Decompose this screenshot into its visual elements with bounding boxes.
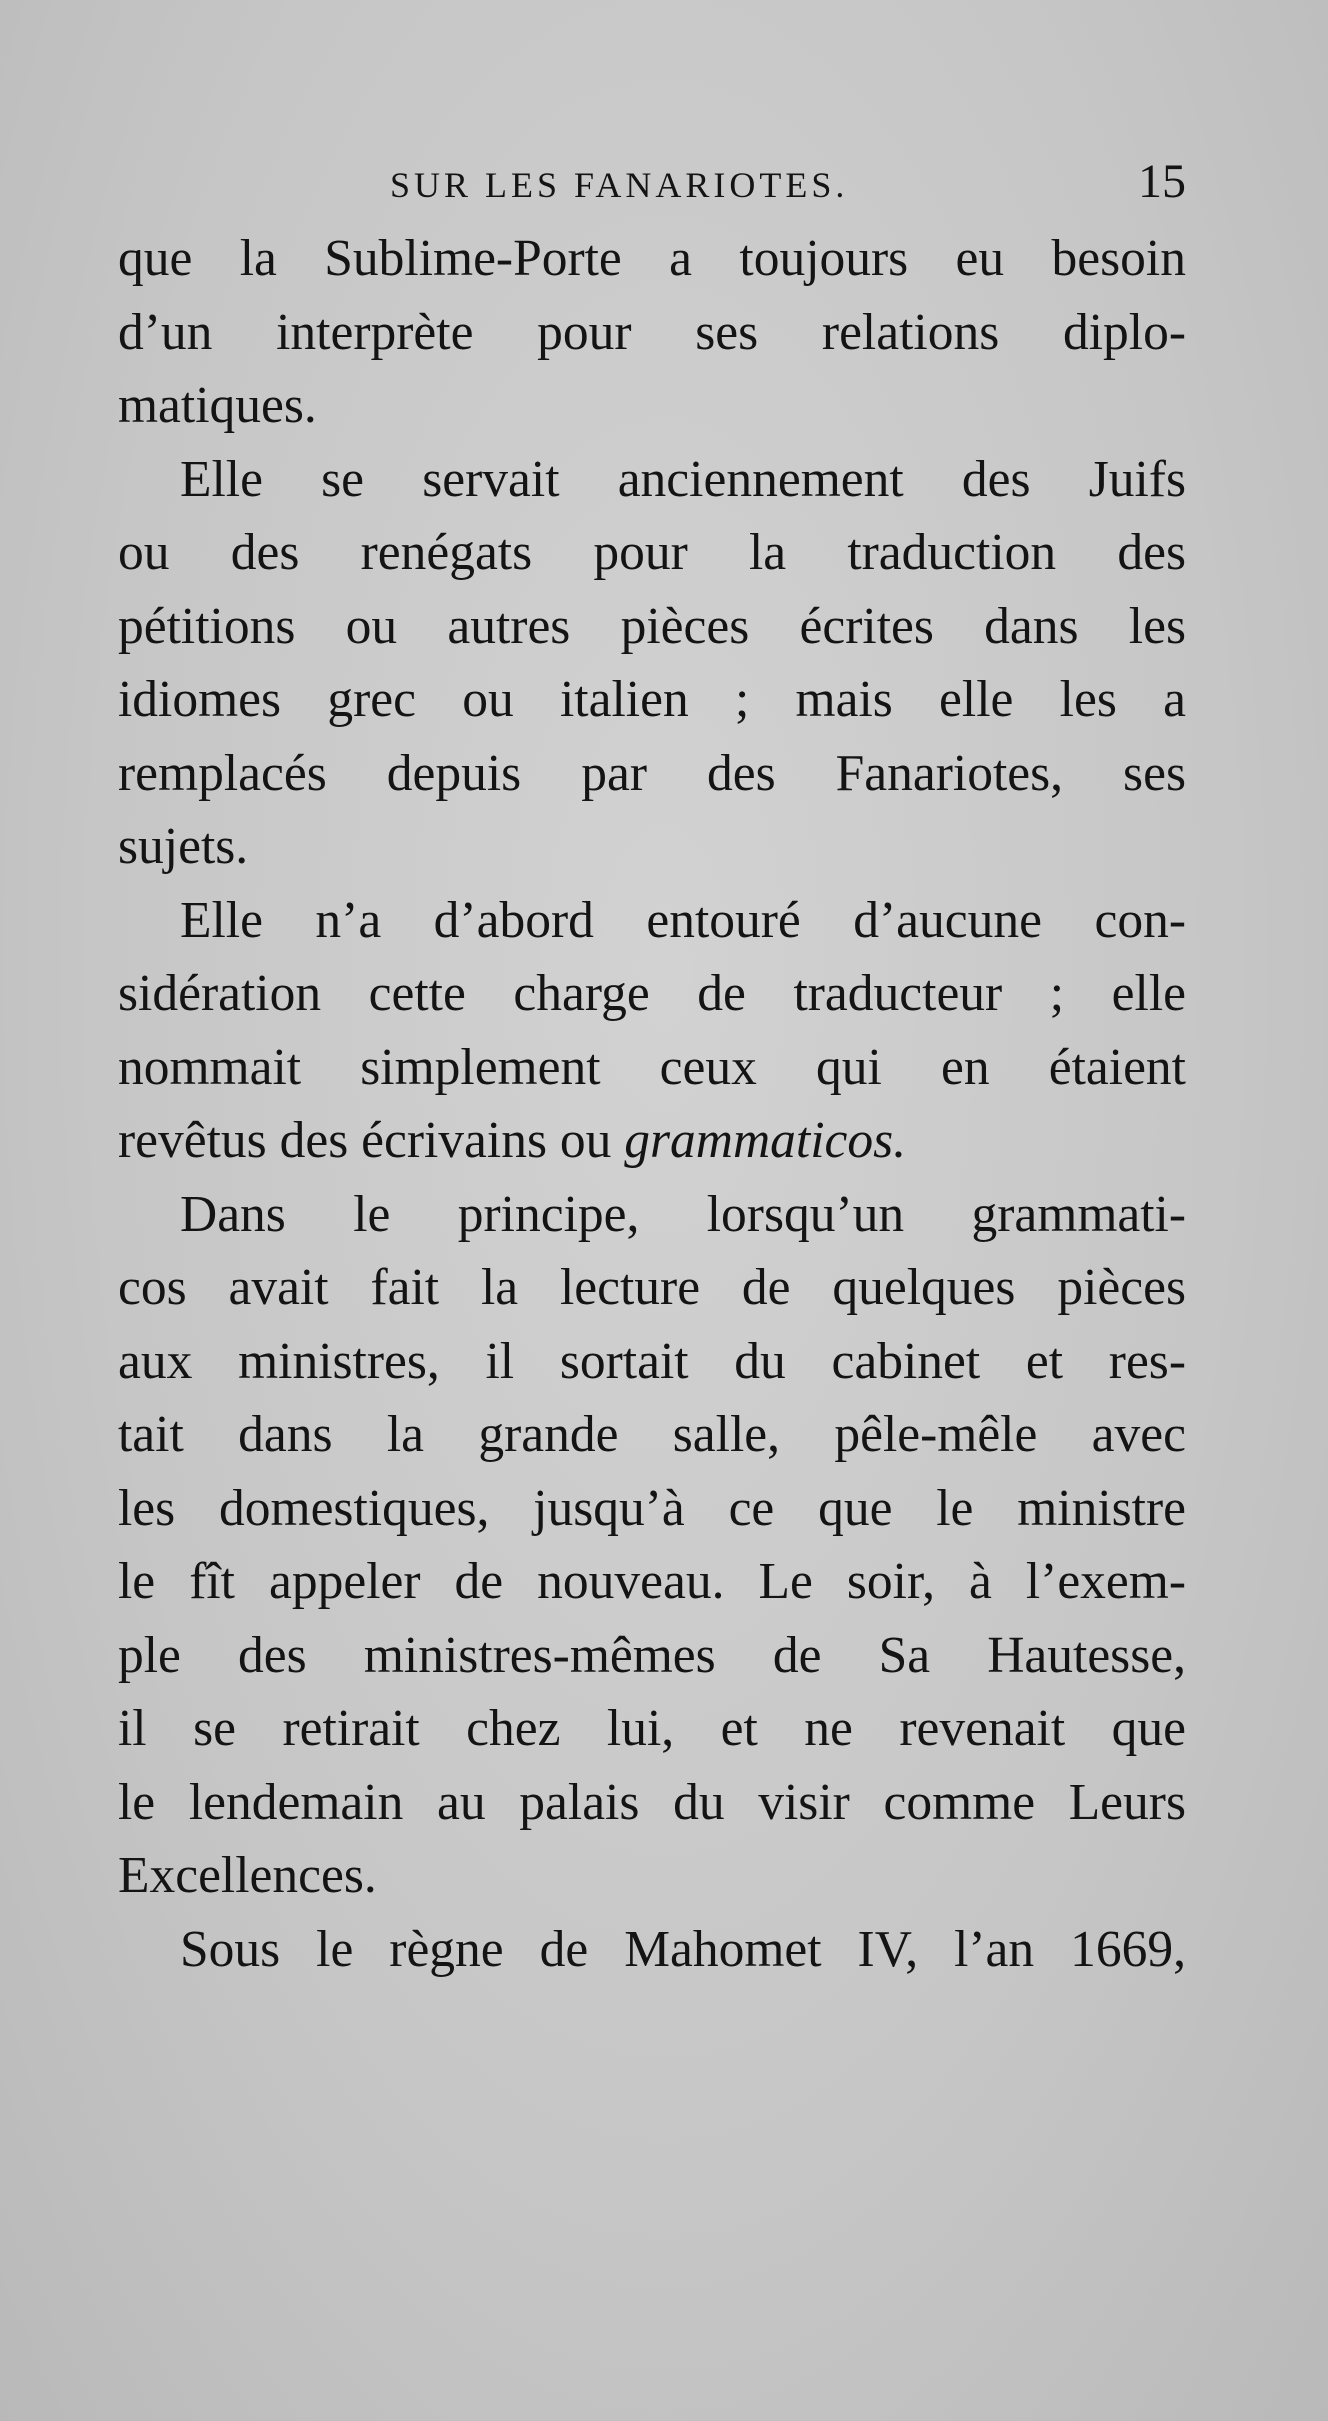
italic-term: grammaticos. [624,1112,907,1169]
running-title: SUR LES FANARIOTES. [390,165,849,205]
text-line: nommait simplement ceux qui en étaient [118,1038,1186,1096]
text-line: d’un interprète pour ses relations diplo- [118,303,1186,361]
text-line: ple des ministres-mêmes de Sa Hautesse, [118,1626,1186,1684]
text-line: que la Sublime-Porte a toujours eu besoin [118,230,1186,287]
text-line: le lendemain au palais du visir comme Leurs [118,1773,1186,1831]
text-line: sidération cette charge de traducteur ; elle [118,965,1186,1022]
text-line: Dans le principe, lorsqu’un grammati- [180,1185,1186,1243]
text-line-prefix: revêtus des écrivains ou [118,1112,625,1169]
text-line [118,1104,1186,1178]
text-line: Sous le règne de Mahomet IV, l’an 1669, [180,1920,1186,1978]
text-line: Elle se servait anciennement des Juifs [180,450,1186,508]
text-line: aux ministres, il sortait du cabinet et res- [118,1332,1186,1390]
running-head [118,155,1186,210]
text-line: cos avait fait la lecture de quelques pièces [118,1259,1186,1316]
text-line: remplacés depuis par des Fanariotes, ses [118,744,1186,802]
text-line: le fît appeler de nouveau. Le soir, à l’exem- [118,1553,1186,1610]
text-line: tait dans la grande salle, pêle-mêle avec [118,1406,1186,1463]
text-line: Elle n’a d’abord entouré d’aucune con- [180,891,1186,949]
text-line: ou des renégats pour la traduction des [118,524,1186,581]
page-number: 15 [1138,155,1186,208]
body-text [118,222,1186,1986]
text-line: sujets. [118,818,249,875]
text-line: Excellences. [118,1847,377,1904]
text-line: il se retirait chez lui, et ne revenait que [118,1700,1186,1757]
text-line: matiques. [118,377,317,434]
text-line: pétitions ou autres pièces écrites dans les [118,597,1186,655]
text-line: idiomes grec ou italien ; mais elle les a [118,671,1186,728]
text-line: les domestiques, jusqu’à ce que le ministre [118,1479,1186,1537]
